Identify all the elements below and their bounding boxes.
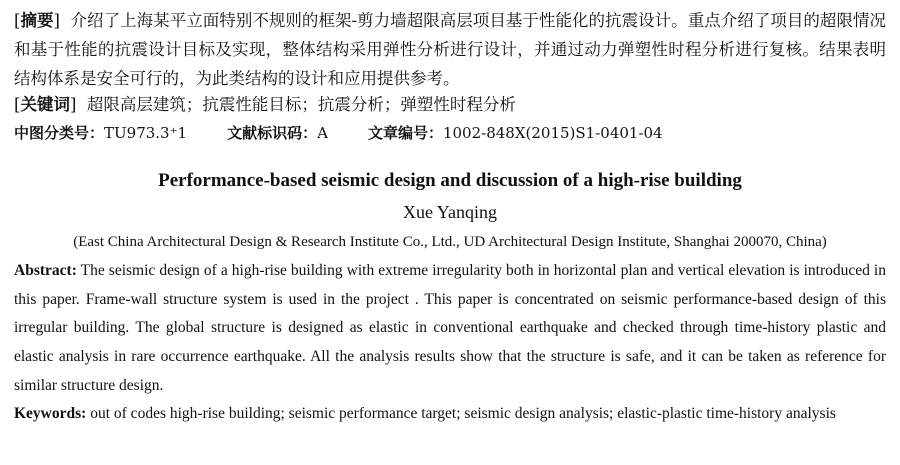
english-keywords-text: out of codes high-rise building; seismic performance target; seismic design analysis; elastic-plastic time-history analysis [90,405,836,422]
article-no-value: 1002-848X(2015)S1-0401-04 [442,124,663,142]
english-abstract: Abstract: The seismic design of a high-rise building with extreme irregularity both in horizontal plan and vertical elevation is introduced in this paper. Frame-wall structure system is used in the project . This paper is concentrated on seismic performance-based design of this irregular building. The global structure is designed as elastic in conventional earthquake and checked through time-history plastic and elastic analysis in rare occurrence earthquake. All the analysis results show that the structure is safe, and it can be taken as reference for similar structure design. [14,262,886,394]
article-no-label: 文章编号： [367,124,443,142]
english-keywords-label: Keywords [14,405,82,422]
chinese-keywords-text: 超限高层建筑；抗震性能目标；抗震分析；弹塑性时程分析 [86,95,516,114]
english-keywords: Keywords: out of codes high-rise building; seismic performance target; seismic design analysis; elastic-plastic time-history analysis [14,405,836,422]
chinese-abstract [14,6,886,93]
clc-label: 中图分类号： [14,124,105,142]
chinese-abstract-label: 摘要 [20,11,54,30]
paper-title: Performance-based seismic design and discussion of a high-rise building [158,170,742,191]
chinese-abstract-label-wrap: [摘要] [14,11,60,30]
classification-line [14,120,886,146]
author-name: Xue Yanqing [402,202,497,222]
english-abstract-label: Abstract [14,262,72,279]
doc-code-label: 文献标识码： [227,124,318,142]
doc-code-value: A [317,124,328,142]
chinese-abstract-text: 介绍了上海某平立面特别不规则的框架-剪力墙超限高层项目基于性能化的抗震设计。重点介绍了项目的超限情况和基于性能的抗震设计目标及实现，整体结构采用弹性分析进行设计，并通过动力弹塑性时程分析进行复核。结果表明结构体系是安全可行的，为此类结构的设计和应用提供参考。 [14,11,887,88]
chinese-keywords-label: 关键词 [20,95,70,114]
chinese-keywords [14,92,886,118]
author-affiliation: (East China Architectural Design & Research Institute Co., Ltd., UD Architectural Design Institute, Shanghai 200070, China) [73,234,827,250]
english-abstract-text: The seismic design of a high-rise building with extreme irregularity both in horizontal plan and vertical elevation is introduced in this paper. Frame-wall structure system is used in the project . This paper is concentrated on seismic performance-based design of this irregular building. The global structure is designed as elastic in conventional earthquake and checked through time-history plastic and elastic analysis in rare occurrence earthquake. All the analysis results show that the structure is safe, and it can be taken as reference for similar structure design. [14,262,886,394]
chinese-keywords-label-wrap: [关键词] [14,95,77,114]
clc-value: TU973.3⁺1 [104,124,188,142]
